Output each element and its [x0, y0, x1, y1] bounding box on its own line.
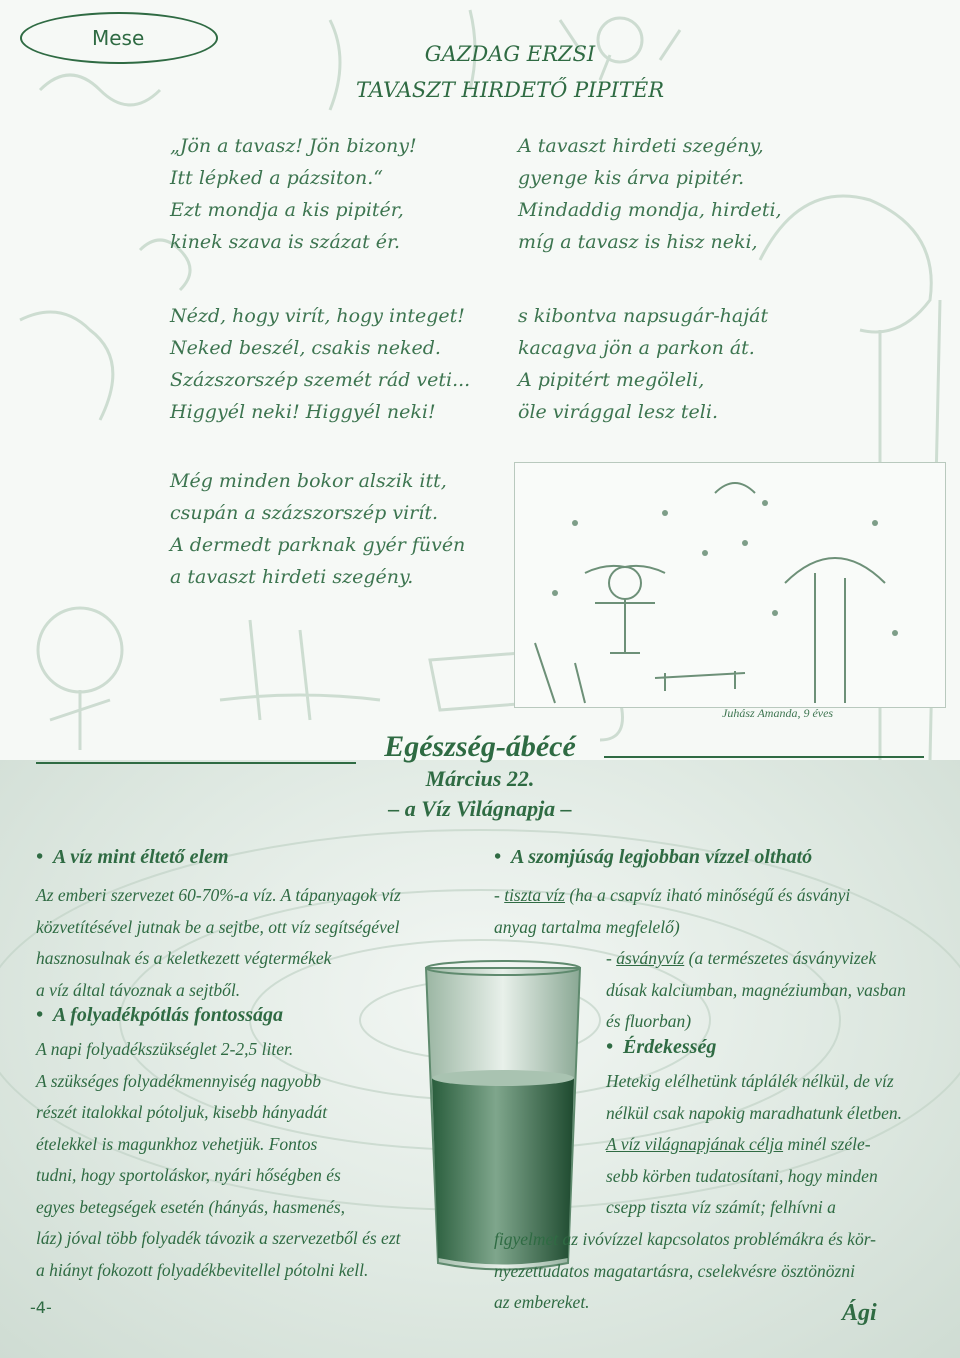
text-line	[606, 943, 906, 975]
text-line: részét italokkal pótoljuk, kisebb hányadát	[36, 1102, 328, 1122]
section-subtitle: – a Víz Világnapja –	[388, 796, 572, 821]
text-line: figyelmet az ivóvízzel kapcsolatos problémákra és kör-	[494, 1229, 876, 1249]
text-line: a hiányt fokozott folyadékbevitellel pótolni kell.	[36, 1259, 369, 1280]
left-heading-2: • A folyadékpótlás fontossága	[36, 1004, 283, 1027]
text-line: csepp tiszta víz számít; felhívni a	[606, 1197, 836, 1217]
text-line: A szükséges folyadékmennyiség nagyobb	[36, 1070, 321, 1091]
text-line: anyag tartalma megfelelő)	[494, 916, 680, 937]
author-signature: Ági	[842, 1300, 877, 1326]
right-heading-1: • A szomjúság legjobban vízzel oltható	[494, 846, 812, 869]
left-paragraph-1	[36, 880, 401, 1006]
poem-stanza-3: Még minden bokor alszik itt, csupán a százszorszép virít. A dermedt parknak gyér füvén a tavaszt hirdeti szegény.	[170, 470, 466, 588]
poem-stanza-2: Nézd, hogy virít, hogy integet! Neked beszél, csakis neked. Százszorszép szemét rád veti... Higgyél neki! Higgyél neki!	[170, 305, 471, 423]
header-rule-left	[36, 762, 356, 764]
underlined-text: tiszta víz	[504, 885, 565, 905]
page-number: -4-	[30, 1298, 52, 1317]
text-span: (a természetes ásványvizek	[684, 948, 877, 968]
child-drawing-image	[514, 462, 946, 708]
text-line: ételekkel is magunkhoz vehetjük. Fontos	[36, 1133, 318, 1154]
drawing-caption: Juhász Amanda, 9 éves	[722, 706, 834, 720]
right-paragraph-1	[494, 880, 850, 943]
poem-author: GAZDAG ERZSI	[424, 42, 596, 66]
text-line: nyezettudatos magatartásra, cselekvésre ösztönözni	[494, 1260, 855, 1281]
right-heading-2: • Érdekesség	[606, 1036, 716, 1059]
text-line: és fluorban)	[606, 1011, 692, 1031]
text-line: nélkül csak napokig maradhatunk életben.	[606, 1102, 902, 1123]
underlined-text: A víz világnapjának célja	[606, 1134, 784, 1154]
text-line: tudni, hogy sportoláskor, nyári hőségben és	[36, 1165, 341, 1185]
poem-stanza-1: „Jön a tavasz! Jön bizony! Itt lépked a pázsiton.“ Ezt mondja a kis pipitér, kinek szava is százat ér.	[170, 135, 417, 253]
section-title: Egészség-ábécé	[384, 730, 576, 763]
text-line: a víz által távoznak a sejtből.	[36, 979, 241, 1000]
text-line	[606, 1129, 902, 1161]
section-tag	[20, 12, 218, 64]
text-line: közvetítésével jutnak be a sejtbe, ott víz segítségével	[36, 916, 400, 937]
section-date: Március 22.	[425, 766, 535, 791]
text-line: A napi folyadékszükséglet 2-2,5 liter.	[36, 1039, 294, 1059]
text-line: az embereket.	[494, 1292, 590, 1312]
text-span: -	[606, 948, 617, 968]
text-line: egyes betegségek esetén (hányás, hasmenés,	[36, 1196, 346, 1217]
text-line: Hetekig elélhetünk táplálék nélkül, de víz	[606, 1071, 894, 1091]
text-line: Az emberi szervezet 60-70%-a víz. A tápanyagok víz	[36, 885, 401, 905]
left-paragraph-2	[36, 1034, 401, 1286]
left-heading-1: • A víz mint éltető elem	[36, 846, 229, 869]
right-paragraph-4	[494, 1224, 876, 1319]
text-span: (ha a csapvíz iható minőségű és ásványi	[564, 885, 851, 905]
text-line	[494, 880, 850, 912]
text-span: -	[494, 885, 505, 905]
text-line: sebb körben tudatosítani, hogy minden	[606, 1165, 878, 1186]
section-tag-label: Mese	[92, 26, 145, 50]
right-paragraph-2	[606, 943, 906, 1038]
poem-stanza-5: s kibontva napsugár-haját kacagva jön a parkon át. A pipitért megöleli, öle virággal lesz teli.	[518, 305, 769, 423]
underlined-text: ásványvíz	[616, 948, 685, 968]
poem-title: TAVASZT HIRDETŐ PIPITÉR	[355, 78, 665, 102]
poem-stanza-4: A tavaszt hirdeti szegény, gyenge kis árva pipitér. Mindaddig mondja, hirdeti, míg a tavasz is hisz neki,	[518, 135, 782, 253]
text-span: minél széle-	[783, 1134, 871, 1154]
text-line: láz) jóval több folyadék távozik a szervezetből és ezt	[36, 1228, 401, 1248]
right-paragraph-3	[606, 1066, 902, 1224]
text-line: hasznosulnak és a keletkezett végtermékek	[36, 948, 332, 968]
text-line: dúsak kalciumban, magnéziumban, vasban	[606, 979, 906, 1000]
header-rule-right	[604, 756, 924, 758]
